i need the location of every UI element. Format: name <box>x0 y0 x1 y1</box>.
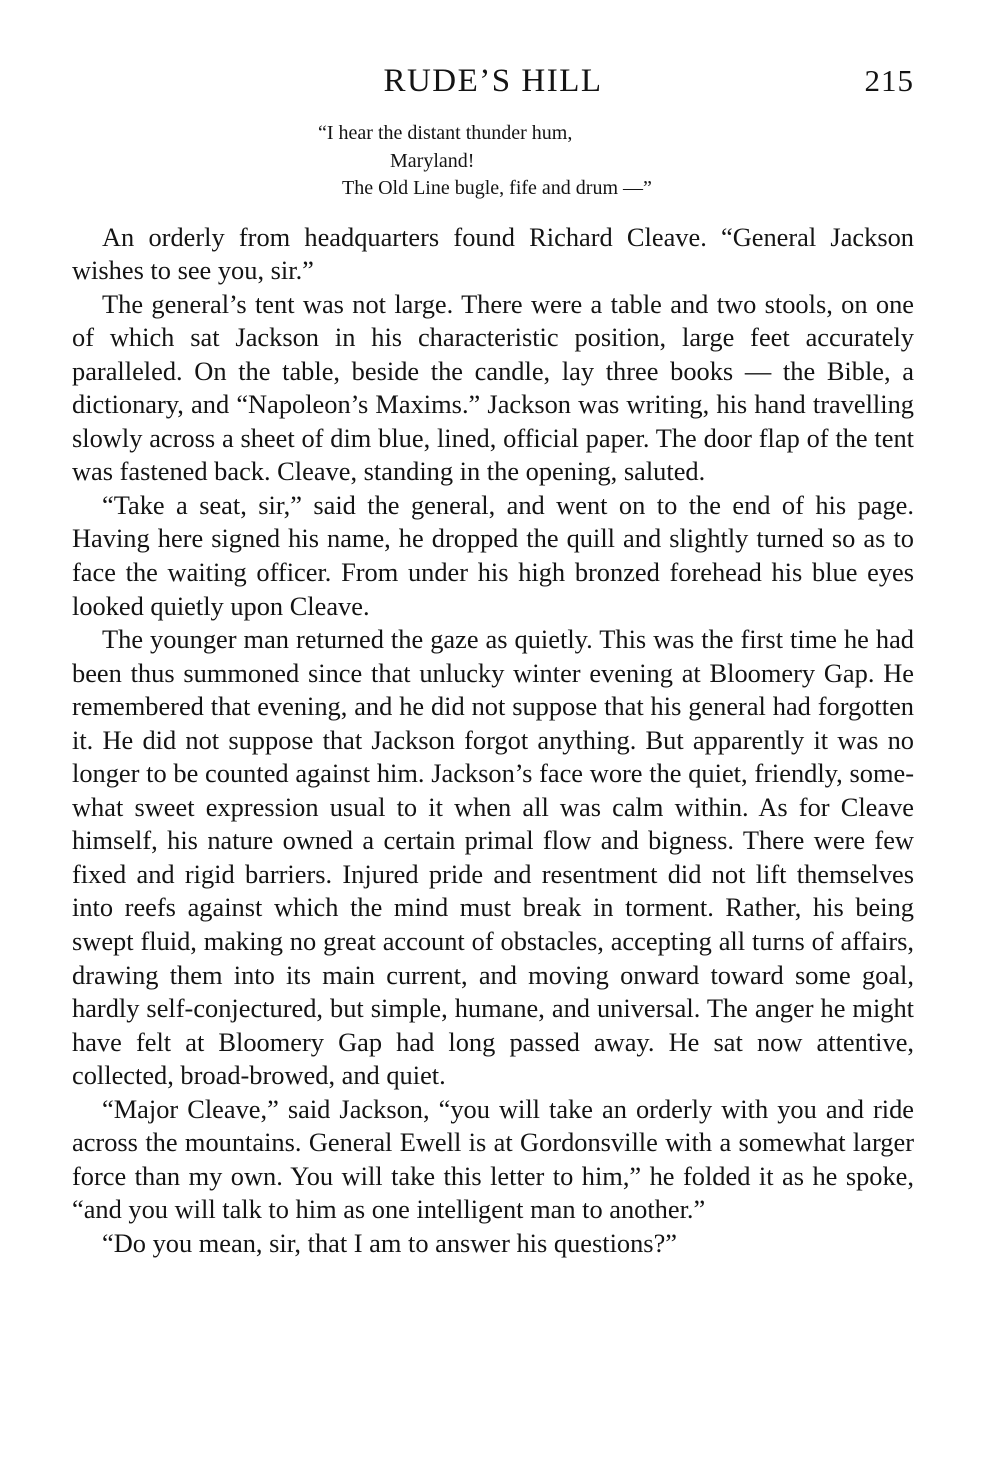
chapter-title: RUDE’S HILL <box>383 63 603 99</box>
running-header <box>72 58 914 104</box>
page-number: 215 <box>864 63 914 98</box>
book-page <box>72 58 914 1458</box>
verse-line: Maryland! <box>390 149 475 172</box>
paragraph: The general’s tent was not large. There were a table and two stools, on one of which sat Jackson in his characteristic position, large feet accurately paralleled. On the table, beside the candle, lay three books — the Bible, a dictionary, and “Napoleon’s Maxims.” Jackson was writing, his hand travelling slowly across a sheet of dim blue, lined, official paper. The door flap of the tent was fastened back. Cleave, standing in the opening, saluted. <box>72 288 914 487</box>
verse-line: The Old Line bugle, fife and drum —” <box>342 177 652 199</box>
verse-line: “I hear the distant thunder hum, <box>318 122 573 144</box>
paragraph: The younger man returned the gaze as quietly. This was the first time he had been thus summoned since that unlucky winter evening at Bloomery Gap. He remembered that evening, and he did not suppose that his general had forgotten it. He did not suppose that Jackson forgot anything. But apparently it was no longer to be counted against him. Jackson’s face wore the quiet, friendly, somewhat sweet expression usual to it when all was calm within. As for Cleave himself, his nature owned a certain primal flow and bigness. There were few fixed and rigid barriers. Injured pride and resentment did not lift themselves into reefs against which the mind must break in torment. Rather, his being swept fluid, making no great account of obstacles, accepting all turns of affairs, drawing them into its main current, and moving onward toward some goal, hardly self-conjectured, but simple, humane, and universal. The anger he might have felt at Bloomery Gap had long passed away. He sat now attentive, collected, broad-browed, and quiet. <box>72 624 914 1091</box>
body-text <box>72 221 914 1261</box>
paragraph: “Major Cleave,” said Jackson, “you will take an orderly with you and ride across the mountains. General Ewell is at Gordonsville with a somewhat larger force than my own. You will take this letter to him,” he folded it as he spoke, “and you will talk to him as one intelligent man to another.” <box>72 1093 914 1225</box>
paragraph: An orderly from headquarters found Richard Cleave. “General Jackson wishes to see you, sir.” <box>72 221 914 286</box>
paragraph: “Do you mean, sir, that I am to answer his questions?” <box>102 1227 678 1258</box>
paragraph: “Take a seat, sir,” said the general, and went on to the end of his page. Having here signed his name, he dropped the quill and slightly turned so as to face the waiting officer. From under his high bronzed forehead his blue eyes looked quietly upon Cleave. <box>72 489 914 621</box>
verse-quotation <box>72 120 914 203</box>
